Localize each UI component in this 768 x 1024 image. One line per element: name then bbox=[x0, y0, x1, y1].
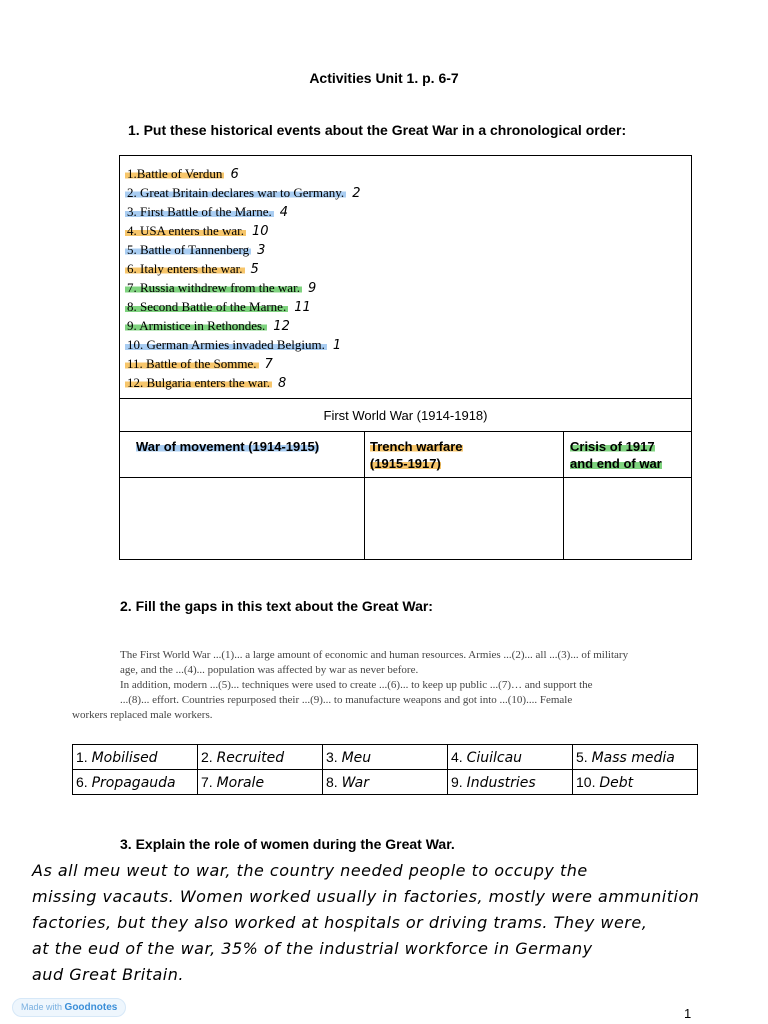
answer-number: 10. bbox=[576, 773, 600, 790]
answer-value: Propagauda bbox=[91, 774, 176, 791]
badge-brand: Goodnotes bbox=[64, 1002, 118, 1013]
text-line: In addition, modern ...(5)... techniques were used to create ...(6)... to keep up public ...(7)… and support the bbox=[120, 679, 593, 691]
event-text: 8. Second Battle of the Marne. bbox=[127, 299, 287, 314]
answer-cell bbox=[323, 745, 448, 770]
divider bbox=[120, 477, 691, 478]
text-line: ...(8)... effort. Countries repurposed their ...(9)... to manufacture weapons and got into ...(10).... Female bbox=[120, 694, 573, 706]
event-item bbox=[125, 354, 360, 373]
page-number: 1 bbox=[684, 1006, 692, 1021]
events-list bbox=[125, 164, 360, 392]
text-line: The First World War ...(1)... a large amount of economic and human resources. Armies ...(2)... all ...(3)... of military bbox=[120, 649, 629, 661]
answer-number: 9. bbox=[451, 773, 467, 790]
answer-value: Mass media bbox=[591, 749, 675, 766]
answer-value: Meu bbox=[341, 749, 372, 766]
gap-fill-text bbox=[72, 648, 692, 723]
column-war-of-movement bbox=[136, 438, 319, 455]
event-text: 2. Great Britain declares war to Germany. bbox=[127, 185, 345, 200]
event-item bbox=[125, 221, 360, 240]
question-1-prompt: 1. Put these historical events about the Great War in a chronological order: bbox=[128, 122, 627, 138]
event-order-answer: 11 bbox=[294, 300, 311, 315]
text-line: age, and the ...(4)... population was affected by war as never before. bbox=[120, 664, 419, 676]
event-order-answer: 3 bbox=[257, 243, 266, 258]
answer-cell bbox=[73, 745, 198, 770]
answer-line: As all meu weut to war, the country needed people to occupy the bbox=[32, 861, 588, 880]
event-order-answer: 9 bbox=[307, 281, 317, 296]
answer-line: factories, but they also worked at hospitals or driving trams. They were, bbox=[32, 913, 648, 932]
event-text: 7. Russia withdrew from the war. bbox=[127, 280, 300, 295]
answer-value: Debt bbox=[599, 774, 634, 791]
event-order-answer: 5 bbox=[250, 262, 259, 277]
answer-value: War bbox=[341, 774, 369, 791]
divider bbox=[120, 398, 691, 399]
answer-value: Industries bbox=[466, 774, 536, 791]
event-text: 1.Battle of Verdun bbox=[127, 166, 223, 181]
answer-cell bbox=[198, 770, 323, 795]
question-3-prompt: 3. Explain the role of women during the Great War. bbox=[120, 836, 455, 852]
answer-number: 5. bbox=[576, 748, 592, 765]
answer-number: 3. bbox=[326, 748, 342, 765]
answer-cell bbox=[448, 770, 573, 795]
answer-value: Mobilised bbox=[91, 749, 158, 766]
event-text: 4. USA enters the war. bbox=[127, 223, 244, 238]
event-text: 9. Armistice in Rethondes. bbox=[127, 318, 266, 333]
question-1-box bbox=[119, 155, 692, 560]
event-item bbox=[125, 297, 360, 316]
event-item bbox=[125, 335, 360, 354]
event-item bbox=[125, 240, 360, 259]
event-item bbox=[125, 164, 360, 183]
column-label: Crisis of 1917 bbox=[570, 439, 655, 454]
answer-value: Morale bbox=[216, 774, 265, 791]
event-order-answer: 2 bbox=[352, 186, 361, 201]
event-item bbox=[125, 202, 360, 221]
column-divider bbox=[563, 431, 564, 559]
event-order-answer: 12 bbox=[273, 319, 290, 334]
event-text: 11. Battle of the Somme. bbox=[127, 356, 257, 371]
table-row bbox=[73, 745, 698, 770]
page-title: Activities Unit 1. p. 6-7 bbox=[309, 70, 459, 86]
badge-prefix: Made with bbox=[21, 1002, 63, 1012]
event-text: 10. German Armies invaded Belgium. bbox=[127, 337, 325, 352]
event-order-answer: 1 bbox=[332, 338, 342, 353]
answer-line: aud Great Britain. bbox=[32, 965, 184, 984]
answer-cell bbox=[73, 770, 198, 795]
event-order-answer: 6 bbox=[230, 167, 239, 182]
answer-line: missing vacauts. Women worked usually in factories, mostly were ammunition bbox=[32, 887, 700, 906]
answer-number: 8. bbox=[326, 773, 342, 790]
event-text: 6. Italy enters the war. bbox=[127, 261, 243, 276]
answer-cell bbox=[198, 745, 323, 770]
answer-number: 1. bbox=[76, 748, 92, 765]
table-row bbox=[73, 770, 698, 795]
answer-line: at the eud of the war, 35% of the industrial workforce in Germany bbox=[32, 939, 593, 958]
answer-number: 2. bbox=[201, 748, 217, 765]
answer-number: 7. bbox=[201, 773, 217, 790]
text-line: workers replaced male workers. bbox=[72, 709, 213, 721]
event-item bbox=[125, 316, 360, 335]
column-label: War of movement (1914-1915) bbox=[136, 439, 320, 454]
handwritten-answer bbox=[32, 858, 752, 988]
column-crisis-1917 bbox=[570, 438, 662, 472]
column-label: (1915-1917) bbox=[370, 456, 441, 471]
answer-cell bbox=[323, 770, 448, 795]
column-label: Trench warfare bbox=[370, 439, 463, 454]
column-trench-warfare bbox=[370, 438, 463, 472]
event-order-answer: 7 bbox=[264, 357, 273, 372]
event-item bbox=[125, 278, 360, 297]
column-label: and end of war bbox=[570, 456, 662, 471]
event-order-answer: 8 bbox=[277, 376, 287, 391]
answer-number: 4. bbox=[451, 748, 467, 765]
event-text: 12. Bulgaria enters the war. bbox=[127, 375, 270, 390]
answer-value: Recruited bbox=[216, 749, 285, 766]
question-2-prompt: 2. Fill the gaps in this text about the Great War: bbox=[120, 598, 433, 614]
event-order-answer: 4 bbox=[279, 205, 289, 220]
answer-value: Ciuilcau bbox=[466, 749, 523, 766]
event-text: 5. Battle of Tannenberg bbox=[127, 242, 250, 257]
answer-number: 6. bbox=[76, 773, 92, 790]
answer-cell bbox=[448, 745, 573, 770]
event-item bbox=[125, 259, 360, 278]
event-text: 3. First Battle of the Marne. bbox=[127, 204, 272, 219]
event-order-answer: 10 bbox=[251, 224, 269, 239]
table-title: First World War (1914-1918) bbox=[323, 408, 488, 423]
goodnotes-badge bbox=[12, 998, 126, 1017]
divider bbox=[120, 431, 691, 432]
event-item bbox=[125, 373, 360, 392]
answer-cell bbox=[573, 770, 698, 795]
answers-table bbox=[72, 744, 698, 795]
answer-cell bbox=[573, 745, 698, 770]
column-divider bbox=[364, 431, 365, 559]
event-item bbox=[125, 183, 360, 202]
